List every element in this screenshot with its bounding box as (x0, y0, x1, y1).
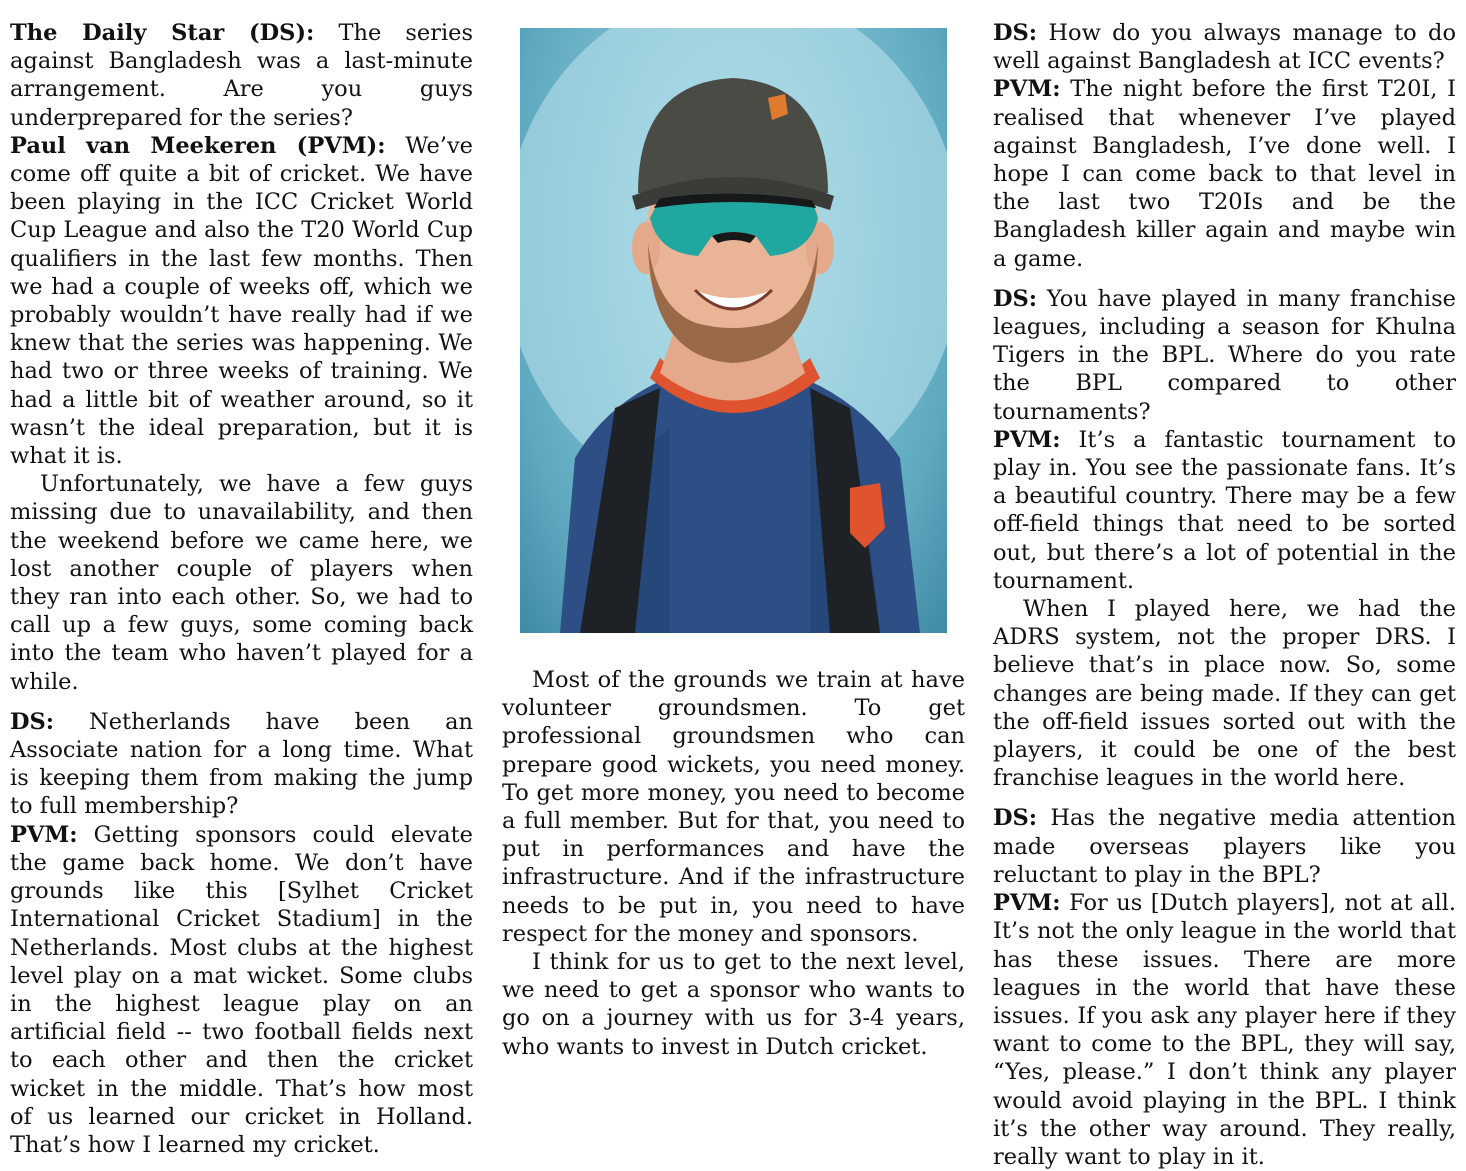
answer-paragraph (10, 132, 473, 470)
player-portrait-image (520, 28, 947, 633)
speaker-label: DS: (993, 285, 1038, 312)
answer-paragraph (993, 889, 1456, 1171)
question-paragraph (993, 285, 1456, 426)
answer-paragraph (993, 75, 1456, 272)
answer-paragraph: When I played here, we had the ADRS system, not the proper DRS. I believe that’s in place now. So, some changes are being made. If they can get the off-field issues sorted out with the players, it could be one of the best franchise leagues in the world here. (993, 596, 1456, 792)
question-paragraph (10, 19, 473, 132)
speaker-label: PVM: (993, 426, 1061, 453)
question-text: You have played in many franchise leagues, including a season for Khulna Tigers in the BPL. Where do you rate the BPL compared to other tournaments? (993, 285, 1456, 425)
speaker-label: PVM: (993, 890, 1061, 917)
question-text: Has the negative media attention made overseas players like you reluctant to play in the BPL? (993, 805, 1456, 888)
question-text: Netherlands have been an Associate nation for a long time. What is keeping them from making the jump to full membership? (10, 708, 473, 820)
answer-text: Getting sponsors could elevate the game back home. We don’t have grounds like this [Sylhet Cricket International Cricket Stadium] in the Netherlands. Most clubs at the highest level play on a mat wicket. Some clubs in the highest league play on an artificial field -- two football fields next to each other and then the cricket wicket in the middle. That’s how most of us learned our cricket in Holland. That’s how I learned my cricket. (10, 821, 473, 1158)
answer-text: It’s a fantastic tournament to play in. You see the passionate fans. It’s a beautiful country. There may be a few off-field things that need to be sorted out, but there’s a lot of potential in the tournament. (993, 426, 1456, 594)
speaker-label: PVM: (993, 76, 1061, 103)
answer-paragraph (993, 426, 1456, 595)
answer-paragraph (10, 821, 473, 1159)
article-column-middle (502, 666, 965, 1061)
question-text: How do you always manage to do well against Bangladesh at ICC events? (993, 20, 1456, 75)
question-paragraph (993, 804, 1456, 889)
answer-text: The night before the first T20I, I realised that whenever I’ve played against Bangladesh, I’ve done well. I hope I can come back to that level in the last two T20Is and be the Bangladesh killer again and maybe win a game. (993, 76, 1456, 272)
answer-text: For us [Dutch players], not at all. It’s not the only league in the world that has these issues. There are more leagues in the world that have these issues. If you ask any player here if they want to come to the BPL, they will say, “Yes, please.” I don’t think any player would avoid playing in the BPL. I think it’s the other way around. They really, really want to play in it. (993, 890, 1456, 1170)
question-paragraph (10, 708, 473, 821)
speaker-label: Paul van Meekeren (PVM): (10, 132, 386, 159)
speaker-label: PVM: (10, 821, 78, 848)
speaker-label: DS: (993, 20, 1038, 46)
answer-paragraph: Unfortunately, we have a few guys missing due to unavailability, and then the weekend before we came here, we lost another couple of players when they ran into each other. So, we had to call up a few guys, some coming back into the team who haven’t played for a while. (10, 471, 473, 695)
answer-text: We’ve come off quite a bit of cricket. We have been playing in the ICC Cricket World Cup League and also the T20 World Cup qualifiers in the last few months. Then we had a couple of weeks off, which we probably wouldn’t have really had if we knew that the series was happening. We had two or three weeks of training. We had a little bit of weather around, so it wasn’t the ideal preparation, but it is what it is. (10, 132, 473, 470)
answer-paragraph: I think for us to get to the next level, we need to get a sponsor who wants to go on a journey with us for 3-4 years, who wants to invest in Dutch cricket. (502, 949, 965, 1060)
article-column-left (10, 19, 473, 1159)
article-column-right (993, 19, 1456, 1171)
speaker-label: DS: (10, 708, 55, 735)
speaker-label: DS: (993, 805, 1038, 832)
speaker-label: The Daily Star (DS): (10, 20, 315, 46)
player-photo (520, 28, 947, 633)
question-text: The series against Bangladesh was a last-minute arrangement. Are you guys underprepared for the series? (10, 20, 474, 131)
question-paragraph (993, 19, 1456, 75)
answer-paragraph: Most of the grounds we train at have volunteer groundsmen. To get professional groundsmen who can prepare good wickets, you need money. To get more money, you need to become a full member. But for that, you need to put in performances and have the infrastructure. And if the infrastructure needs to be put in, you need to have respect for the money and sponsors. (502, 667, 965, 947)
